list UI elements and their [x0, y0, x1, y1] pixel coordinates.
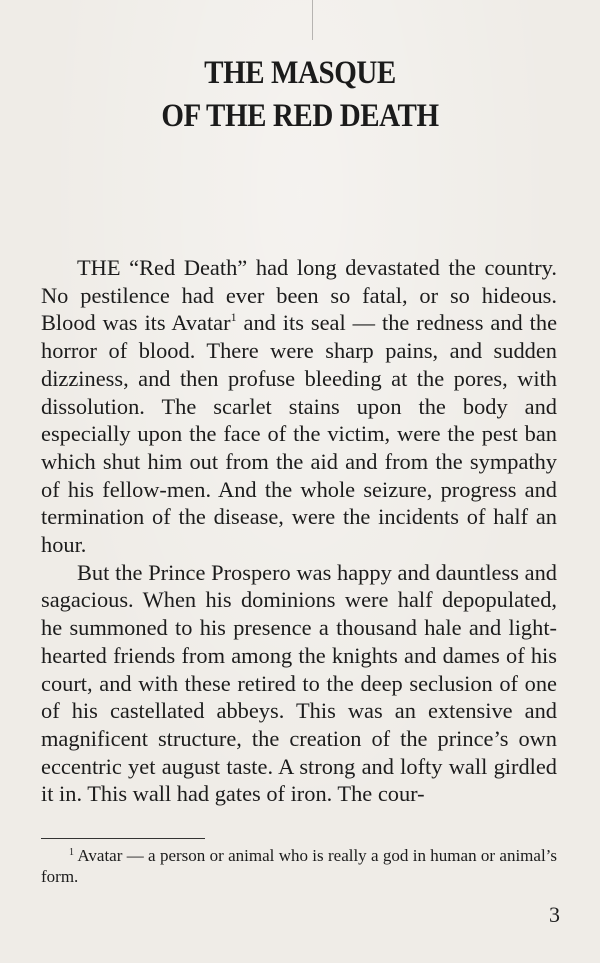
footnote-text: Avatar — a person or animal who is really a god in human or animal’s form.	[41, 846, 557, 886]
footnote-marker: 1	[69, 847, 74, 858]
paragraph-1-text-b: and its seal — the redness and the horror of blood. There were sharp pains, and sudden dizziness, and then profuse bleeding at the pores, with dissolution. The scarlet stains upon the body and especially upon the face of the victim, were the pest ban which shut him out from the aid and from the sympathy of his fellow-men. And the whole seizure, progress and termination of the disease, were the incidents of half an hour.	[41, 310, 558, 558]
paragraph-1-text-a: THE “Red Death” had long devastated the country. No pestilence had ever been so fatal, or so hideous. Blood was its Avatar	[41, 255, 557, 336]
page-fold-line	[312, 0, 313, 40]
paragraph-1	[41, 254, 557, 559]
body-text	[41, 254, 557, 808]
paragraph-2: But the Prince Prospero was happy and dauntless and sagacious. When his dominions were half depopulated, he summoned to his presence a thousand hale and light-hearted friends from among the knights and dames of his court, and with these retired to the deep seclusion of one of his castellated abbeys. This was an extensive and magnificent structure, the creation of the prince’s own eccentric yet august taste. A strong and lofty wall girdled it in. This wall had gates of iron. The cour-	[41, 559, 557, 807]
chapter-title-line-2: OF THE RED DEATH	[161, 98, 439, 134]
chapter-title	[36, 52, 564, 138]
chapter-title-line-1: THE MASQUE	[204, 55, 396, 91]
page-number: 3	[549, 902, 560, 927]
footnote	[41, 845, 557, 887]
footnote-divider	[41, 838, 205, 839]
footnote-reference: 1	[230, 310, 237, 325]
footnote-paragraph	[41, 845, 557, 887]
